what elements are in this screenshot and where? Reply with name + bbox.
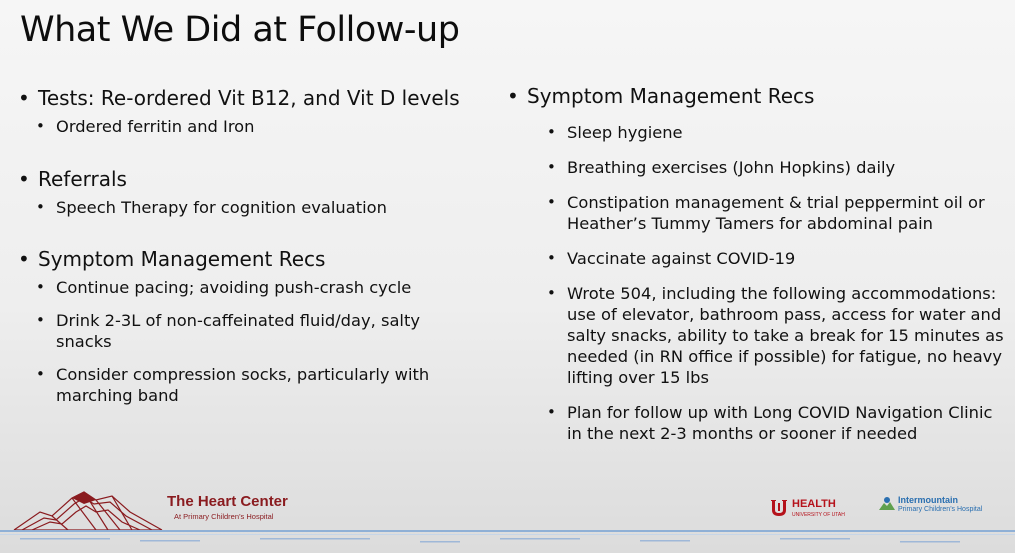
sub-bullet: • Ordered ferritin and Iron (36, 116, 498, 137)
sub-bullet: • Wrote 504, including the following accommodations: use of elevator, bathroom pass, access for water and salty snacks, ability to take a break for 15 minutes as needed (in RN office if possible) for fatigue, no heavy lifting over 15 lbs (547, 283, 1012, 388)
sub-bullet: • Vaccinate against COVID-19 (547, 248, 1012, 269)
u-health-mark-icon (770, 498, 788, 518)
sub-bullet: • Continue pacing; avoiding push-crash cycle (36, 277, 498, 298)
sub-bullet: • Plan for follow up with Long COVID Navigation Clinic in the next 2-3 months or sooner if needed (547, 402, 1012, 444)
left-column (18, 86, 498, 406)
u-health-subtitle: UNIVERSITY OF UTAH (792, 512, 845, 518)
right-column (507, 84, 1012, 444)
mountain-logo-icon (12, 482, 164, 534)
intermountain-subtitle: Primary Children’s Hospital (898, 506, 983, 513)
sub-bullet: • Speech Therapy for cognition evaluation (36, 197, 498, 218)
u-health-name: HEALTH (792, 498, 836, 510)
slide-footer (0, 470, 1015, 553)
intermountain-mark-icon (878, 496, 896, 512)
sub-bullet: • Drink 2-3L of non-caffeinated fluid/day, salty snacks (36, 310, 456, 352)
sub-bullet: • Sleep hygiene (547, 122, 1012, 143)
slide-title: What We Did at Follow-up (20, 10, 460, 50)
bullet-symptom-management: • Symptom Management Recs (18, 247, 498, 271)
heart-center-subtitle: At Primary Children’s Hospital (174, 512, 274, 521)
bullet-symptom-management-recs: • Symptom Management Recs (507, 84, 1012, 108)
bullet-referrals: • Referrals (18, 167, 498, 191)
intermountain-name: Intermountain (898, 495, 958, 505)
sub-bullet: • Breathing exercises (John Hopkins) daily (547, 157, 1012, 178)
footer-divider-lines (0, 528, 1015, 548)
sub-bullet: • Consider compression socks, particularly with marching band (36, 364, 476, 406)
heart-center-name: The Heart Center (167, 493, 288, 510)
bullet-tests: • Tests: Re-ordered Vit B12, and Vit D levels (18, 86, 498, 110)
sub-bullet: • Constipation management & trial peppermint oil or Heather’s Tummy Tamers for abdominal pain (547, 192, 992, 234)
